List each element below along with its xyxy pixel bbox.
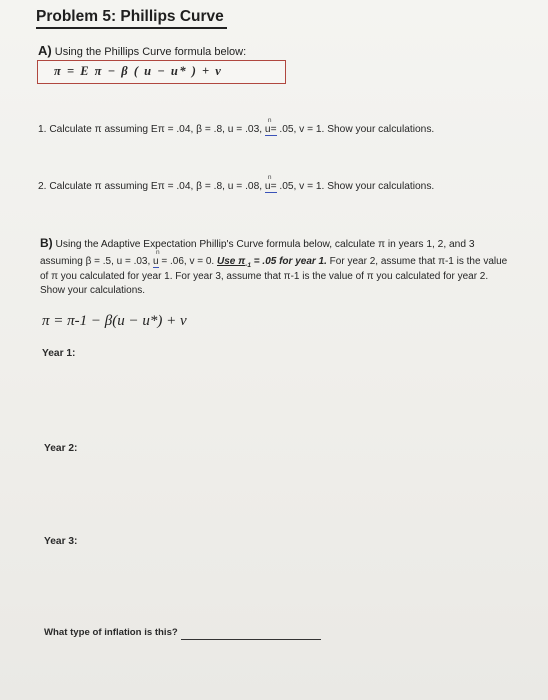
part-b-line2-mid: = .06, v = 0. bbox=[158, 256, 217, 267]
question-2-u: u bbox=[264, 181, 271, 192]
question-2-sup: n bbox=[267, 174, 272, 181]
question-1-natural-rate bbox=[264, 117, 277, 136]
question-1-sup: n bbox=[267, 117, 272, 124]
title-underline bbox=[36, 27, 227, 29]
phillips-formula-box bbox=[37, 60, 286, 84]
part-b-line2-after: For year 2, assume that π-1 is the value bbox=[326, 256, 508, 267]
part-b-line1 bbox=[40, 236, 474, 250]
question-2-natural-rate bbox=[264, 174, 277, 193]
part-b-sub: -1 bbox=[245, 262, 252, 269]
question-1-eq: = bbox=[270, 124, 277, 135]
part-a-letter: A) bbox=[38, 43, 52, 58]
question-1-u: u bbox=[264, 124, 271, 135]
part-b-line1-text: Using the Adaptive Expectation Phillip's Curve formula below, calculate π in years 1, 2, and 3 bbox=[55, 239, 475, 250]
part-b-u: u bbox=[153, 256, 159, 267]
year-1-label: Year 1: bbox=[42, 348, 76, 359]
part-b-line2-italic: = .05 for year 1. bbox=[251, 256, 327, 267]
inflation-question: What type of inflation is this? bbox=[44, 627, 178, 638]
part-b-line3: of π you calculated for year 1. For year 3, assume that π-1 is the value of π you calculated for year 2. bbox=[40, 271, 489, 282]
adaptive-formula: π = π-1 − β(u − u*) + v bbox=[42, 313, 187, 329]
question-2-eq: = bbox=[270, 181, 277, 192]
page-title: Problem 5: Phillips Curve bbox=[36, 8, 224, 25]
part-b-line2-before: assuming β = .5, u = .03, bbox=[40, 256, 154, 267]
question-1 bbox=[38, 117, 435, 135]
question-2-before: 2. Calculate π assuming Eπ = .04, β = .8, u = .08, bbox=[38, 181, 265, 192]
question-2 bbox=[38, 174, 435, 192]
year-3-label: Year 3: bbox=[44, 536, 78, 547]
year-2-label: Year 2: bbox=[44, 443, 78, 454]
part-b-use-pi: Use π bbox=[216, 256, 246, 267]
part-b-line2 bbox=[40, 249, 508, 269]
part-b-natural-rate bbox=[153, 249, 160, 268]
answer-line[interactable] bbox=[181, 639, 321, 640]
phillips-formula: π = E π − β ( u − u* ) + v bbox=[54, 64, 223, 78]
question-2-after: .05, v = 1. Show your calculations. bbox=[276, 181, 435, 192]
part-b-sup: n bbox=[156, 249, 160, 256]
part-a-intro-text: Using the Phillips Curve formula below: bbox=[54, 46, 247, 58]
question-1-before: 1. Calculate π assuming Eπ = .04, β = .8, u = .03, bbox=[38, 124, 265, 135]
part-b-letter: B) bbox=[40, 236, 53, 250]
part-b-line4: Show your calculations. bbox=[40, 285, 146, 296]
part-a-intro bbox=[38, 43, 246, 58]
question-1-after: .05, v = 1. Show your calculations. bbox=[276, 124, 435, 135]
